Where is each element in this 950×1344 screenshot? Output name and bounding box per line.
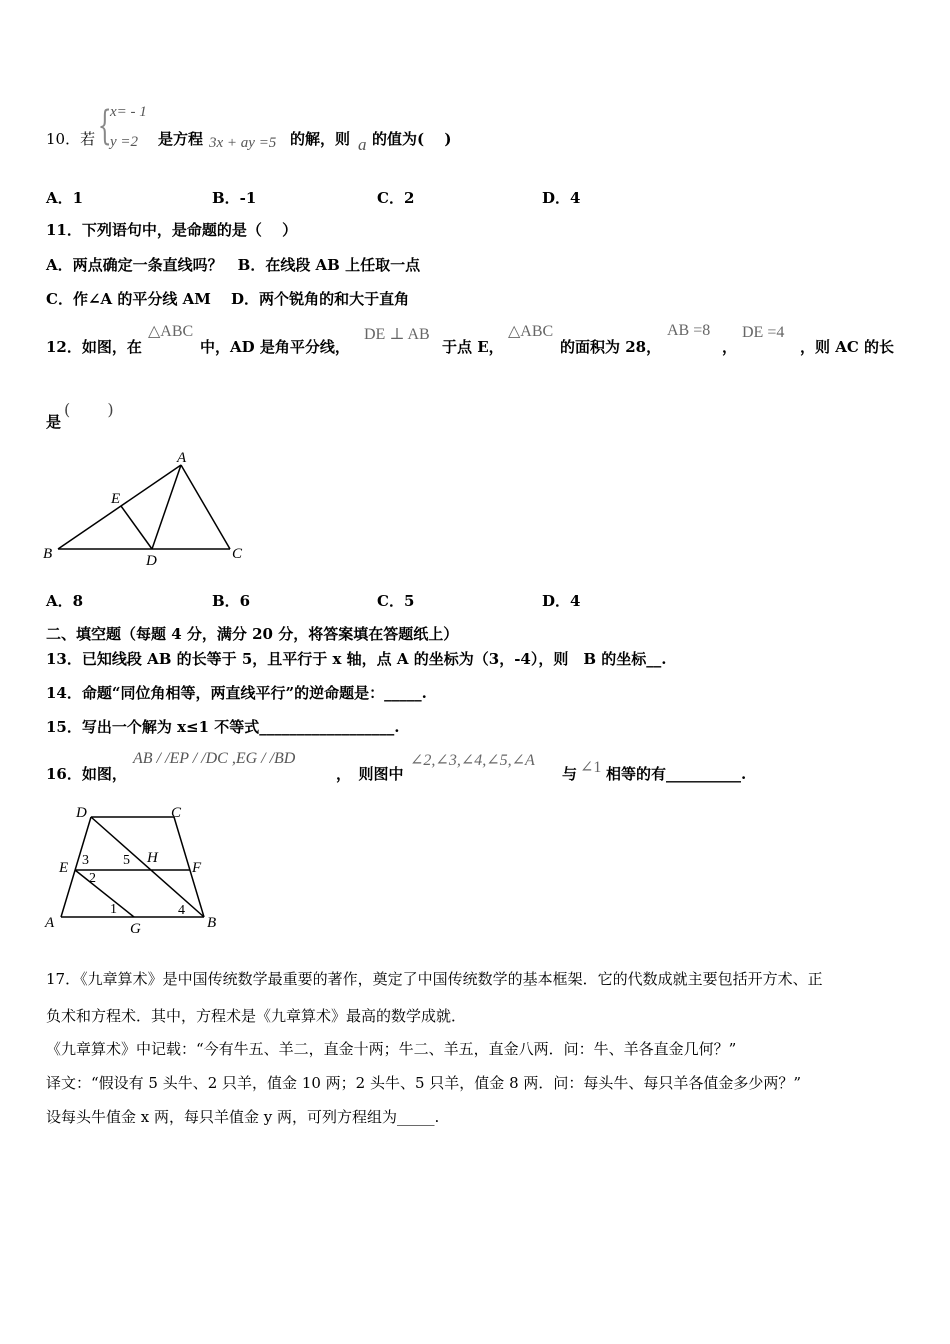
bisector-ad [152, 465, 181, 549]
q11-stem: 11．下列语句中，是命题的是（ ） [46, 221, 298, 239]
q12-text-4: ，则 AC 的长 [800, 338, 895, 356]
q15: 15．写出一个解为 x≤1 不等式__________________. [46, 718, 400, 736]
q11-options-ab: A．两点确定一条直线吗？ B．在线段 AB 上任取一点 [46, 256, 421, 274]
diagonal-db [91, 817, 204, 917]
perpendicular-de [121, 506, 152, 549]
q16-text-3: 相等的有__________. [606, 765, 747, 783]
q10-option-d: D．4 [542, 189, 581, 207]
q17-line-5: 设每头牛值金 x 两，每只羊值金 y 两，可列方程组为_____. [46, 1108, 440, 1126]
q10-equation: 3x + ay =5 [209, 135, 277, 151]
q12-answer-paren: ( ) [64, 400, 114, 419]
trapezoid-figure [40, 800, 230, 940]
q10-option-b: B．-1 [212, 189, 257, 207]
q10-option-c: C．2 [377, 189, 415, 207]
q12-text-5: 是 [46, 413, 62, 431]
side-ba [58, 465, 181, 549]
q12-math-triangle-1: △ABC [148, 323, 194, 340]
q16-number: 16．如图， [46, 765, 127, 783]
q16-text-2: 与 [562, 765, 578, 783]
q17-line-4: 译文：“假设有 5 头牛、2 只羊，值金 10 两；2 头牛、5 只羊，值金 8 两．问：每头牛、每只羊各值金多少两？” [46, 1074, 802, 1092]
q17-line-1: 17．《九章算术》是中国传统数学最重要的著作，奠定了中国传统数学的基本框架．它的代数成就主要包括开方术、正 [46, 970, 823, 988]
q10-system-eq2: y =2 [110, 134, 139, 150]
triangle-figure [40, 448, 250, 574]
q17-line-3: 《九章算术》中记载：“今有牛五、羊二，直金十两；牛二、羊五，直金八两．问：牛、羊各直金几何？” [46, 1040, 737, 1058]
q12-option-b: B．6 [212, 592, 251, 610]
q12-comma: ， [722, 338, 738, 356]
q12-text-1: 中，AD 是角平分线， [200, 338, 350, 356]
q17-line-2: 负术和方程术．其中，方程术是《九章算术》最高的数学成就． [46, 1007, 467, 1025]
q10-number: 10．若 [46, 130, 96, 148]
section-heading: 二、填空题（每题 4 分，满分 20 分，将答案填在答题纸上） [46, 625, 459, 643]
q13: 13．已知线段 AB 的长等于 5，且平行于 x 轴，点 A 的坐标为（3，-4），则 B 的坐标__. [46, 650, 667, 668]
q10-option-a: A．1 [46, 189, 84, 207]
label-b: B [43, 546, 53, 562]
q10-system-eq1: x= - 1 [110, 104, 147, 120]
q12-math-perpendicular: DE ⊥ AB [364, 326, 430, 343]
angle-label-1: 1 [110, 902, 117, 917]
label-a: A [45, 915, 55, 931]
q10-variable: a [358, 135, 367, 154]
q10-text-3: 的值为( ) [372, 130, 452, 148]
q12-text-3: 的面积为 28， [560, 338, 662, 356]
angle-label-5: 5 [123, 853, 130, 868]
angle-label-4: 4 [178, 903, 185, 918]
q10-text-1: 是方程 [158, 130, 204, 148]
q12-text-2: 于点 E， [442, 338, 504, 356]
segment-eg [75, 870, 134, 917]
q16-math-angle-1: ∠1 [580, 759, 602, 776]
label-a: A [177, 450, 187, 466]
angle-label-3: 3 [82, 853, 89, 868]
q12-option-d: D．4 [542, 592, 581, 610]
label-b: B [207, 915, 217, 931]
label-e: E [111, 491, 121, 507]
label-d: D [76, 805, 87, 821]
q14: 14．命题“同位角相等，两直线平行”的逆命题是：_____. [46, 684, 427, 702]
label-f: F [192, 860, 202, 876]
q12-option-a: A．8 [46, 592, 84, 610]
q12-number: 12．如图，在 [46, 338, 142, 356]
q11-options-cd: C．作∠A 的平分线 AM D．两个锐角的和大于直角 [46, 290, 410, 308]
q16-text-1: ， 则图中 [336, 765, 404, 783]
q16-math-angles: ∠2,∠3,∠4,∠5,∠A [410, 752, 535, 769]
q12-math-triangle-2: △ABC [508, 323, 554, 340]
angle-label-2: 2 [89, 871, 96, 886]
label-g: G [130, 921, 141, 937]
label-d: D [146, 553, 157, 569]
label-e: E [59, 860, 69, 876]
q10-text-2: 的解，则 [290, 130, 351, 148]
label-h: H [147, 850, 158, 866]
label-c: C [232, 546, 243, 562]
label-c: C [171, 805, 182, 821]
q16-math-parallel: AB / /EP / /DC ,EG / /BD [133, 750, 296, 767]
q12-math-ab: AB =8 [667, 322, 711, 339]
system-brace: { [97, 103, 112, 149]
q12-math-de: DE =4 [742, 324, 785, 341]
q12-option-c: C．5 [377, 592, 415, 610]
side-ac [181, 465, 230, 549]
